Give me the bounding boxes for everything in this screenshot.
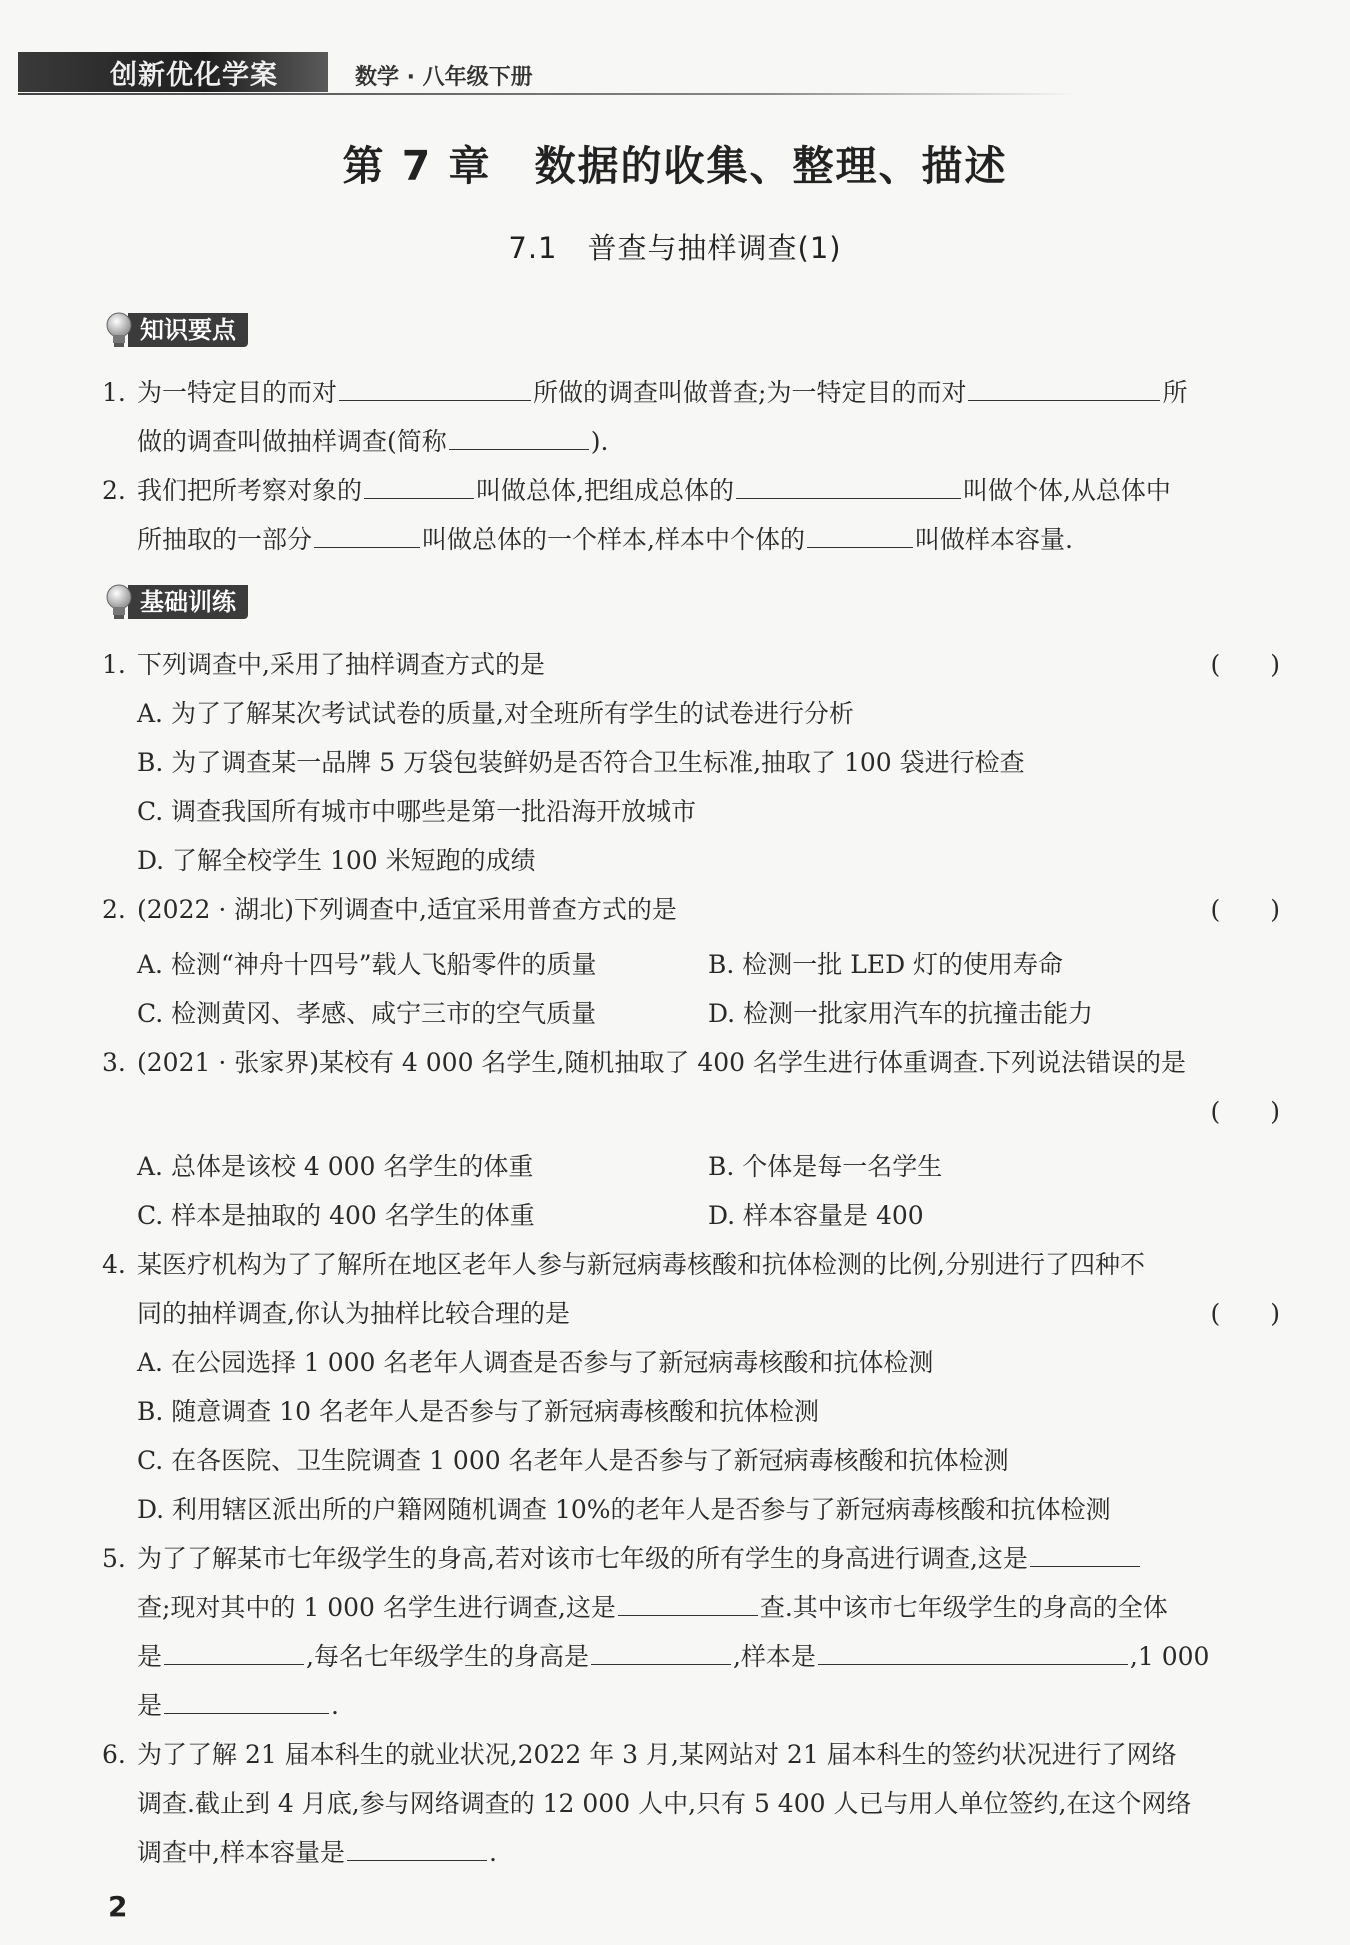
answer-blank[interactable] (449, 419, 589, 450)
text-line: 调查.截止到 4 月底,参与网络调查的 12 000 人中,只有 5 400 人已与用人单位签约,在这个网络 (137, 1789, 1192, 1818)
option-row (100, 989, 1280, 1038)
answer-blank[interactable] (164, 1683, 329, 1714)
text: 做的调查叫做抽样调查(简称 (137, 427, 447, 456)
text: 为了了解某市七年级学生的身高,若对该市七年级的所有学生的身高进行调查,这是 (137, 1544, 1028, 1573)
question-number: 2. (102, 895, 126, 924)
option-d[interactable]: D. 检测一批家用汽车的抗撞击能力 (708, 999, 1094, 1028)
question-2 (100, 885, 1280, 934)
text: 同的抽样调查,你认为抽样比较合理的是 (137, 1299, 570, 1328)
text-line (137, 417, 1280, 466)
question-number: 6. (102, 1740, 126, 1769)
option-c[interactable]: C. 调查我国所有城市中哪些是第一批沿海开放城市 (137, 797, 697, 826)
question-5 (100, 1534, 1280, 1730)
knowledge-item (100, 466, 1280, 564)
answer-blank[interactable] (314, 517, 420, 548)
text: 叫做个体,从总体中 (962, 476, 1171, 505)
text: 查;现对其中的 1 000 名学生进行调查,这是 (137, 1593, 616, 1622)
option-c[interactable]: C. 检测黄冈、孝感、咸宁三市的空气质量 (137, 999, 597, 1028)
option-c[interactable]: C. 在各医院、卫生院调查 1 000 名老年人是否参与了新冠病毒核酸和抗体检测 (137, 1446, 1009, 1475)
option-b[interactable]: B. 随意调查 10 名老年人是否参与了新冠病毒核酸和抗体检测 (137, 1397, 819, 1426)
option-b[interactable]: B. 为了调查某一品牌 5 万袋包装鲜奶是否符合卫生标准,抽取了 100 袋进行检查 (137, 748, 1025, 777)
question-number: 4. (102, 1250, 126, 1279)
text-line: 为了了解 21 届本科生的就业状况,2022 年 3 月,某网站对 21 届本科生的签约状况进行了网络 (137, 1740, 1177, 1769)
text: (2022 · 湖北)下列调查中,适宜采用普查方式的是 (137, 895, 677, 924)
text: . (488, 1838, 497, 1867)
page-number: 2 (108, 1890, 128, 1923)
text: 我们把所考察对象的 (137, 476, 363, 505)
text: 叫做样本容量. (914, 525, 1073, 554)
question-stem (137, 640, 1280, 689)
text: . (331, 1691, 339, 1720)
item-number: 1. (102, 378, 126, 407)
text-line (137, 1534, 1280, 1583)
section-title: 7.1 普查与抽样调查(1) (508, 231, 842, 265)
option-a[interactable]: A. 为了了解某次考试试卷的质量,对全班所有学生的试卷进行分析 (137, 699, 854, 728)
answer-parentheses[interactable]: ( ) (1210, 1097, 1280, 1126)
text-line (137, 1087, 1280, 1136)
text: 某医疗机构为了了解所在地区老年人参与新冠病毒核酸和抗体检测的比例,分别进行了四种不 (137, 1250, 1145, 1279)
answer-blank[interactable] (364, 468, 474, 499)
lightbulb-icon (104, 582, 134, 622)
text: 所抽取的一部分 (137, 525, 313, 554)
option-a[interactable]: A. 在公园选择 1 000 名老年人调查是否参与了新冠病毒核酸和抗体检测 (137, 1348, 934, 1377)
text: 下列调查中,采用了抽样调查方式的是 (137, 650, 545, 679)
text: 叫做总体,把组成总体的 (476, 476, 734, 505)
text: ,每名七年级学生的身高是 (306, 1642, 589, 1671)
training-questions (100, 640, 1280, 1877)
text-line (137, 515, 1280, 564)
answer-blank[interactable] (818, 1634, 1128, 1665)
header-divider (18, 93, 1078, 95)
option-d[interactable]: D. 了解全校学生 100 米短跑的成绩 (137, 846, 536, 875)
question-number: 1. (102, 650, 126, 679)
answer-parentheses[interactable]: ( ) (1210, 650, 1280, 679)
text: 所 (1162, 378, 1188, 407)
item-number: 2. (102, 476, 126, 505)
question-6 (100, 1730, 1280, 1877)
text-line (137, 1681, 1280, 1730)
text-line (137, 1828, 1280, 1877)
option-a[interactable]: A. 检测“神舟十四号”载人飞船零件的质量 (137, 950, 597, 979)
answer-blank[interactable] (164, 1634, 304, 1665)
text: ). (590, 427, 609, 456)
subject-label: 数学 · 八年级下册 (355, 65, 533, 90)
option-a[interactable]: A. 总体是该校 4 000 名学生的体重 (137, 1152, 534, 1181)
text: 是 (137, 1642, 163, 1671)
option-d[interactable]: D. 样本容量是 400 (708, 1201, 924, 1230)
brand-banner (18, 52, 328, 92)
question-stem (137, 1289, 1280, 1338)
text: ,1 000 (1129, 1642, 1210, 1671)
question-1 (100, 640, 1280, 689)
text-line (137, 368, 1280, 417)
training-tag-label: 基础训练 (128, 585, 248, 619)
knowledge-tag-label: 知识要点 (128, 313, 248, 347)
answer-blank[interactable] (1030, 1536, 1140, 1567)
text: 叫做总体的一个样本,样本中个体的 (422, 525, 805, 554)
option-b[interactable]: B. 检测一批 LED 灯的使用寿命 (708, 950, 1064, 979)
text: 是 (137, 1691, 163, 1720)
question-stem (137, 885, 1280, 934)
text-line (137, 466, 1280, 515)
text: (2021 · 张家界)某校有 4 000 名学生,随机抽取了 400 名学生进行体重调查.下列说法错误的是 (137, 1048, 1186, 1077)
option-row (100, 1142, 1280, 1191)
knowledge-tag (104, 313, 248, 347)
question-number: 3. (102, 1048, 126, 1077)
lightbulb-icon (104, 310, 134, 350)
question-stem (137, 1038, 1280, 1087)
chapter-title: 第 7 章 数据的收集、整理、描述 (342, 142, 1008, 190)
text-line (137, 1632, 1280, 1681)
text: ,样本是 (732, 1642, 816, 1671)
text: 所做的调查叫做普查;为一特定目的而对 (533, 378, 967, 407)
answer-blank[interactable] (736, 468, 961, 499)
option-row (100, 940, 1280, 989)
question-3 (100, 1038, 1280, 1136)
training-tag (104, 585, 248, 619)
text: 为一特定目的而对 (137, 378, 338, 407)
answer-blank[interactable] (339, 370, 531, 401)
option-row (100, 1191, 1280, 1240)
question-stem (137, 1240, 1280, 1289)
text: 调查中,样本容量是 (137, 1838, 345, 1867)
brand-title: 创新优化学案 (110, 59, 278, 91)
question-number: 5. (102, 1544, 126, 1573)
answer-blank[interactable] (807, 517, 913, 548)
question-4 (100, 1240, 1280, 1338)
answer-blank[interactable] (347, 1830, 487, 1861)
text: 查.其中该市七年级学生的身高的全体 (759, 1593, 1168, 1622)
knowledge-item (100, 368, 1280, 466)
answer-blank[interactable] (618, 1585, 758, 1616)
answer-parentheses[interactable]: ( ) (1210, 895, 1280, 924)
answer-blank[interactable] (591, 1634, 731, 1665)
answer-blank[interactable] (968, 370, 1160, 401)
answer-parentheses[interactable]: ( ) (1210, 1299, 1280, 1328)
option-b[interactable]: B. 个体是每一名学生 (708, 1152, 943, 1181)
knowledge-points (100, 368, 1280, 564)
option-d[interactable]: D. 利用辖区派出所的户籍网随机调查 10%的老年人是否参与了新冠病毒核酸和抗体检测 (137, 1495, 1111, 1524)
text-line (137, 1583, 1280, 1632)
option-c[interactable]: C. 样本是抽取的 400 名学生的体重 (137, 1201, 535, 1230)
